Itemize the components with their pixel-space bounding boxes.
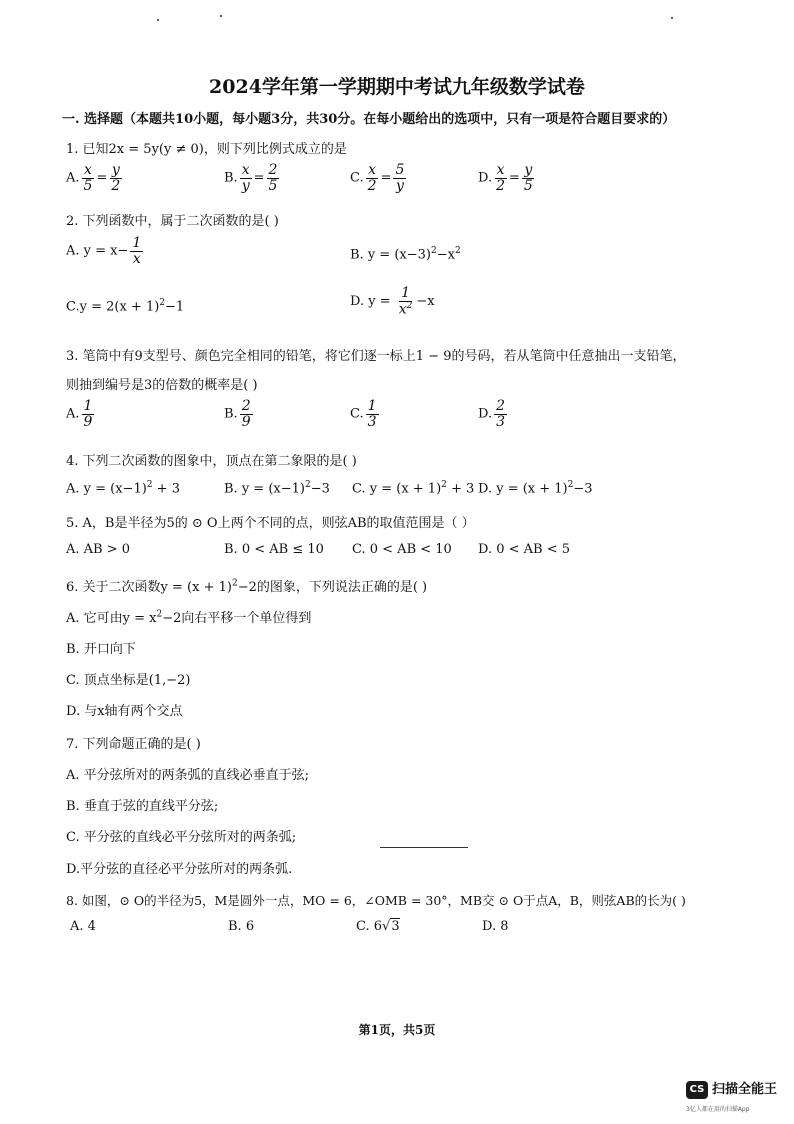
question-7-option-a: A. 平分弦所对的两条弧的直线必垂直于弦; (66, 768, 310, 783)
question-6-stem: 6. 关于二次函数$y = (x + 1)^2-2$的图象，下列说法正确的是( ) (66, 578, 428, 595)
question-8-option-b: B. 6 (228, 919, 255, 934)
question-2-option-d: D. y = $\frac{1}{x^2}$ −x (350, 285, 435, 318)
question-4-option-b: B. $y = (x-1)^2-3$ (224, 480, 330, 497)
question-2-option-a: A. y = x− $\frac{1}{x}$ (66, 235, 142, 267)
question-8-stem: 8. 如图，⊙ O的半径为5，M是圆外一点，MO = 6，∠OMB = 30°，MB交 ⊙ O于点A，B，则弦AB的长为( ) (66, 893, 686, 908)
squared-sup: 2 (454, 246, 461, 256)
question-3-stem: 3. 笔筒中有9支型号、颜色完全相同的铅笔，将它们逐一标上1 − 9的号码，若从笔筒中任意抽出一支铅笔， (66, 349, 686, 364)
question-5-option-b: B. 0 < AB ≤ 10 (224, 542, 324, 557)
question-5-option-c: C. 0 < AB < 10 (352, 542, 452, 557)
question-5-option-a: A. AB > 0 (66, 542, 131, 557)
question-6-option-b: B. 开口向下 (66, 642, 136, 657)
camscanner-tagline: 3亿人都在用的扫描App (686, 1106, 750, 1113)
question-1-option-d: D. $\frac{x}{2}$ = $\frac{y}{5}$ (478, 162, 533, 194)
scan-speck (157, 19, 159, 21)
question-7-stem: 7. 下列命题正确的是( ) (66, 737, 201, 752)
question-4-option-a: A. $y = (x-1)^2 + 3$ (66, 480, 180, 497)
question-4-option-d: D. $y = (x + 1)^2-3$ (478, 480, 593, 497)
camscanner-name: 扫描全能王 (712, 1082, 778, 1097)
exam-title: 2024学年第一学期期中考试九年级数学试卷 (209, 76, 585, 98)
page-footer: 第1页，共5页 (358, 1023, 436, 1037)
question-7-option-c: C. 平分弦的直线必平分弦所对的两条弧; (66, 830, 297, 845)
question-3-option-b: B. $\frac{2}{9}$ (224, 398, 251, 430)
question-8-option-c: C. 6√3 (356, 919, 400, 934)
question-2-option-c: $C.y = 2(x + 1)^2-1$ (66, 298, 185, 315)
question-3-option-d: D. $\frac{2}{3}$ (478, 398, 506, 430)
question-3-option-a: A. $\frac{1}{9}$ (66, 398, 93, 430)
question-7-option-b: B. 垂直于弦的直线平分弦; (66, 799, 219, 814)
question-6-option-d: D. 与x轴有两个交点 (66, 704, 183, 719)
sqrt-sign: √ (382, 919, 391, 934)
question-3-option-c: C. $\frac{1}{3}$ (350, 398, 377, 430)
question-7-option-d: D.平分弦的直径必平分弦所对的两条弧. (66, 862, 293, 877)
scan-speck (220, 15, 222, 17)
scan-speck (671, 17, 673, 19)
section-header: 一. 选择题（本题共10小题，每小题3分，共30分。在每小题给出的选项中，只有一项是符合题目要求的） (62, 112, 676, 127)
camscanner-logo-icon: CS (686, 1081, 708, 1099)
question-6-option-a: A. 它可由$y = x^2-2$向右平移一个单位得到 (66, 609, 312, 626)
question-2-option-b: B. $y = (x-3)^2-x^2$ (350, 246, 461, 263)
question-4-stem: 4. 下列二次函数的图象中，顶点在第二象限的是( ) (66, 454, 357, 469)
question-5-option-d: D. 0 < AB < 5 (478, 542, 571, 557)
question-8-option-a: A. 4 (70, 919, 96, 934)
question-5-stem: 5. A，B是半径为5的 ⊙ O上两个不同的点，则弦AB的取值范围是（ ） (66, 516, 475, 531)
question-6-option-c: C. 顶点坐标是(1,−2) (66, 673, 191, 688)
question-1-stem: 1. 已知2x = 5y(y ≠ 0)，则下列比例式成立的是 (66, 142, 347, 157)
question-1-option-a: A. $\frac{x}{5}$ = $\frac{y}{2}$ (66, 162, 121, 194)
question-2-stem: 2. 下列函数中，属于二次函数的是( ) (66, 214, 279, 229)
question-8-option-d: D. 8 (482, 919, 509, 934)
question-4-option-c: C. $y = (x + 1)^2 + 3$ (352, 480, 475, 497)
stray-scan-line (380, 847, 468, 848)
question-1-option-b: B. $\frac{x}{y}$ = $\frac{2}{5}$ (224, 162, 278, 194)
question-1-option-c: C. $\frac{x}{2}$ = $\frac{5}{y}$ (350, 162, 405, 194)
question-3-stem-line2: 则抽到编号是3的倍数的概率是( ) (66, 378, 258, 393)
